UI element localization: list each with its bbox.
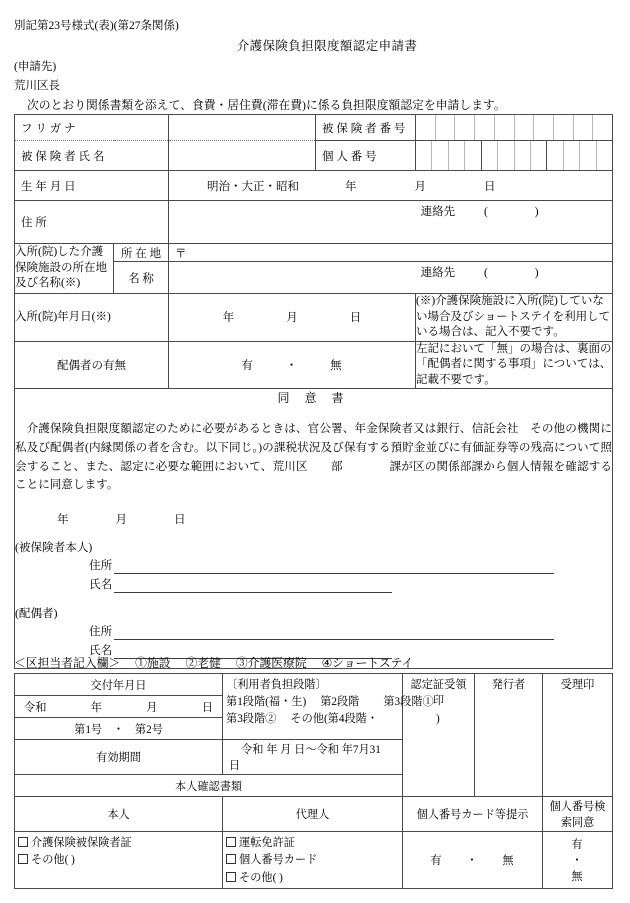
table-row-insured-name: [15, 141, 613, 171]
checkbox-icon[interactable]: [18, 837, 28, 847]
mynumber-search-header-cell: [543, 797, 613, 832]
table-row-issue-header: [15, 674, 613, 696]
self-option-2-label: その他( ): [31, 854, 75, 867]
insured-number-label-cell: [316, 115, 416, 141]
valid-period-label: 有効期間: [96, 752, 141, 764]
identity-docs-label-cell: [15, 775, 403, 797]
number-first-option[interactable]: 第1号: [74, 723, 103, 736]
admission-note-cell: [416, 294, 613, 342]
consent-year-unit: 年: [57, 513, 69, 527]
signature-spouse-address-row[interactable]: [89, 623, 612, 640]
personal-number-label-cell: [316, 141, 416, 171]
personal-number-label: 個 人 番 号: [322, 150, 377, 163]
identity-docs-label: 本人確認書類: [174, 780, 243, 793]
mynumber-card-yes[interactable]: 有: [430, 855, 443, 868]
burden-stage-line-1[interactable]: [226, 694, 434, 711]
birth-year-unit: 年: [345, 180, 357, 193]
birthdate-label-cell: [15, 171, 169, 201]
page-title: 介護保険負担限度額認定申請書: [236, 39, 418, 53]
issue-date-label: 交付年月日: [90, 679, 147, 692]
agent-option-mynumber-card[interactable]: [226, 852, 399, 869]
facility-name-label: 名 称: [128, 272, 154, 285]
mynumber-card-sep: ・: [466, 855, 479, 868]
self-option-1-label: 介護保険被保険者証: [31, 837, 132, 849]
spouse-label: 配偶者の有無: [57, 359, 126, 372]
insured-name-label: 被 保 険 者 氏 名: [21, 150, 105, 163]
consent-title: 同 意 書: [277, 391, 350, 406]
contact-label: 連絡先: [420, 206, 456, 218]
agent-option-license[interactable]: [226, 835, 399, 852]
agent-label: 代理人: [295, 809, 330, 821]
staff-heading-label: ＜区担当者記入欄＞: [14, 656, 121, 670]
furigana-label: フ リ ガ ナ: [21, 122, 76, 135]
facility-label-cell: [15, 244, 114, 294]
insured-number-label: 被 保 険 者 番 号: [322, 122, 406, 135]
self-option-other[interactable]: [18, 852, 219, 869]
staff-option-3[interactable]: ③介護医療院: [235, 656, 307, 670]
admission-date-label-cell: [15, 294, 169, 342]
facility-paren-close: ): [534, 267, 539, 279]
acceptance-seal-cell[interactable]: [543, 674, 613, 797]
self-option-insurance-card[interactable]: [18, 835, 219, 852]
table-row-address: [15, 201, 613, 244]
agent-option-1-label: 運転免許証: [239, 837, 295, 849]
acceptance-seal-label: 受理印: [560, 679, 595, 691]
lead-sentence: 次のとおり関係書類を添えて、食費・居住費(滞在費)に係る負担限度額認定を申請します。: [27, 98, 506, 112]
facility-name-label-cell: [114, 262, 169, 294]
consent-day-unit: 日: [174, 513, 186, 527]
postal-code-mark: 〒: [175, 248, 187, 260]
valid-period-label-cell: [15, 740, 223, 775]
agent-options-cell[interactable]: [223, 832, 403, 889]
facility-location-input-cell[interactable]: [169, 244, 613, 262]
valid-period-value: 令和 年 月 日～令和 年7月31日: [229, 744, 381, 772]
signature-group-spouse: [15, 605, 612, 659]
valid-period-value-cell[interactable]: [223, 740, 403, 775]
address-label-cell: [15, 201, 169, 244]
facility-paren-open: (: [484, 267, 488, 279]
mynumber-search-choice-cell[interactable]: [543, 832, 613, 889]
mynumber-card-choice-cell[interactable]: [403, 832, 543, 889]
agent-option-3-label: その他( ): [239, 871, 283, 884]
spouse-no-option[interactable]: 無: [330, 359, 343, 372]
insured-name-input-cell[interactable]: [169, 141, 316, 171]
staff-entry-table: [14, 673, 613, 889]
issue-date-input-cell[interactable]: [15, 696, 223, 718]
birth-month-unit: 月: [414, 180, 426, 193]
agent-option-other[interactable]: [226, 870, 399, 887]
stage-3-1[interactable]: 第3段階①: [383, 695, 434, 708]
consent-date-line[interactable]: [15, 511, 612, 527]
contact-paren-open: (: [484, 206, 488, 218]
table-row-facility-location: [15, 244, 613, 262]
facility-name-input-cell[interactable]: [169, 262, 613, 294]
table-row-birthdate: [15, 171, 613, 201]
admission-date-label: 入所(院)年月日(※): [15, 310, 111, 323]
stage-other[interactable]: その他(第4段階・: [290, 712, 379, 725]
birth-day-unit: 日: [484, 180, 496, 193]
issue-year-unit: 年: [90, 701, 102, 714]
consent-month-unit: 月: [115, 513, 128, 527]
staff-option-4[interactable]: ④ショートステイ: [321, 656, 414, 670]
signature-self-name-line[interactable]: [114, 577, 392, 593]
insured-number-boxes[interactable]: [416, 115, 613, 141]
stage-other-close: ): [436, 712, 440, 725]
contact-paren-close: ): [534, 206, 539, 218]
signature-self-address-row[interactable]: [89, 557, 612, 574]
facility-contact-label: 連絡先: [420, 267, 456, 279]
admission-month-unit: 月: [286, 312, 298, 325]
checkbox-icon[interactable]: [226, 872, 236, 882]
mynumber-search-sep: ・: [571, 855, 584, 868]
signature-spouse-address-label: 住所: [89, 625, 113, 639]
self-options-cell[interactable]: [15, 832, 223, 889]
insured-name-label-cell: [15, 141, 169, 171]
number-second-option[interactable]: 第2号: [134, 723, 163, 736]
cert-receipt-seal-label: 認定証受領印: [410, 679, 467, 707]
table-row-furigana: [15, 115, 613, 141]
facility-label: 入所(院)した介護保険施設の所在地及び名称(※): [15, 246, 107, 290]
spouse-choice-cell[interactable]: [169, 341, 416, 389]
signature-self-label: (被保険者本人): [15, 541, 93, 555]
destination-label: (申請先): [14, 61, 57, 73]
issue-era: 令和: [24, 701, 47, 714]
birthdate-label: 生 年 月 日: [21, 180, 76, 193]
self-header-cell: [15, 797, 223, 832]
checkbox-icon[interactable]: [226, 837, 236, 847]
issuer-cell[interactable]: [475, 674, 543, 797]
staff-option-1[interactable]: ①施設: [135, 656, 171, 670]
admission-note: (※)介護保険施設に入所(院)していない場合及びショートステイを利用している場合は、記入不要です。: [416, 295, 611, 339]
admission-date-input-cell[interactable]: [169, 294, 416, 342]
signature-spouse-name-label: 氏名: [89, 644, 113, 658]
spouse-separator: ・: [285, 359, 299, 372]
issuer-label: 発行者: [491, 679, 526, 691]
consent-section: [15, 389, 613, 669]
cert-receipt-seal-cell[interactable]: [403, 674, 475, 797]
issue-date-label-cell: [15, 674, 223, 696]
signature-self-name-row[interactable]: [89, 576, 612, 593]
furigana-label-cell: [15, 115, 169, 141]
burden-stage-line-2[interactable]: [226, 711, 440, 728]
furigana-input-cell[interactable]: [169, 115, 316, 141]
admission-year-unit: 年: [222, 312, 235, 325]
staff-section-heading: [14, 654, 413, 671]
birth-era-options[interactable]: 明治・大正・昭和: [207, 180, 299, 193]
self-label: 本人: [107, 809, 130, 821]
birthdate-input-cell[interactable]: [169, 171, 613, 201]
agent-header-cell: [223, 797, 403, 832]
mynumber-search-label: 個人番号検索同意: [549, 801, 606, 829]
number-type-cell[interactable]: [15, 718, 223, 740]
spouse-label-cell: [15, 341, 169, 389]
table-row-party-headers: [15, 797, 613, 832]
mynumber-card-header-cell: [403, 797, 543, 832]
table-row-admission-date: [15, 294, 613, 342]
table-row-identity-options: [15, 832, 613, 889]
signature-group-self: [15, 539, 612, 593]
mynumber-search-no[interactable]: 無: [571, 871, 584, 884]
signature-spouse-label: (配偶者): [15, 607, 58, 621]
table-row-spouse: [15, 341, 613, 389]
burden-stage-label: 〔利用者負担段階〕: [226, 679, 327, 691]
destination-name: 荒川区長: [14, 80, 60, 92]
address-input-cell[interactable]: [169, 201, 613, 244]
spouse-yes-option[interactable]: 有: [241, 359, 254, 372]
checkbox-icon[interactable]: [18, 854, 28, 864]
personal-number-boxes[interactable]: [416, 141, 613, 171]
facility-location-label: 所 在 地: [120, 247, 162, 260]
stage-1[interactable]: 第1段階(福・生): [226, 695, 307, 708]
checkbox-icon[interactable]: [226, 854, 236, 864]
signature-self-address-line[interactable]: [114, 558, 554, 574]
spouse-note-cell: [416, 341, 613, 389]
consent-body: 介護保険負担限度額認定のために必要があるときは、官公署、年金保険者又は銀行、信託会社 その他の機関に私及び配偶者(内縁関係の者を含む。以下同じ。)の課税状況及び保有する預貯金並びに有価証券等の残高について照会すること、また、認定に必要な範囲において、荒川区 部 課が区の関係部課から個人情報を確認することに同意します。: [15, 422, 612, 492]
form-number: 別記第23号様式(表)(第27条関係): [14, 20, 179, 32]
issue-day-unit: 日: [201, 701, 213, 714]
signature-spouse-address-line[interactable]: [114, 624, 554, 640]
issue-month-unit: 月: [146, 701, 158, 714]
stage-2[interactable]: 第2段階: [320, 695, 360, 708]
facility-location-label-cell: [114, 244, 169, 262]
spouse-note: 左記において「無」の場合は、裏面の「配偶者に関する事項」については、記載不要です。: [416, 342, 612, 386]
staff-option-2[interactable]: ②老健: [185, 656, 221, 670]
address-label: 住 所: [21, 217, 47, 229]
signature-self-address-label: 住所: [89, 559, 113, 573]
agent-option-2-label: 個人番号カード: [239, 854, 318, 867]
mynumber-card-no[interactable]: 無: [502, 855, 515, 868]
admission-day-unit: 日: [349, 312, 362, 325]
signature-self-name-label: 氏名: [89, 578, 113, 592]
mynumber-search-yes[interactable]: 有: [571, 839, 584, 852]
table-row-consent: [15, 389, 613, 669]
stage-3-2[interactable]: 第3段階②: [226, 712, 277, 725]
mynumber-card-label: 個人番号カード等提示: [416, 809, 529, 821]
number-separator: ・: [112, 723, 125, 736]
main-application-table: [14, 114, 613, 669]
